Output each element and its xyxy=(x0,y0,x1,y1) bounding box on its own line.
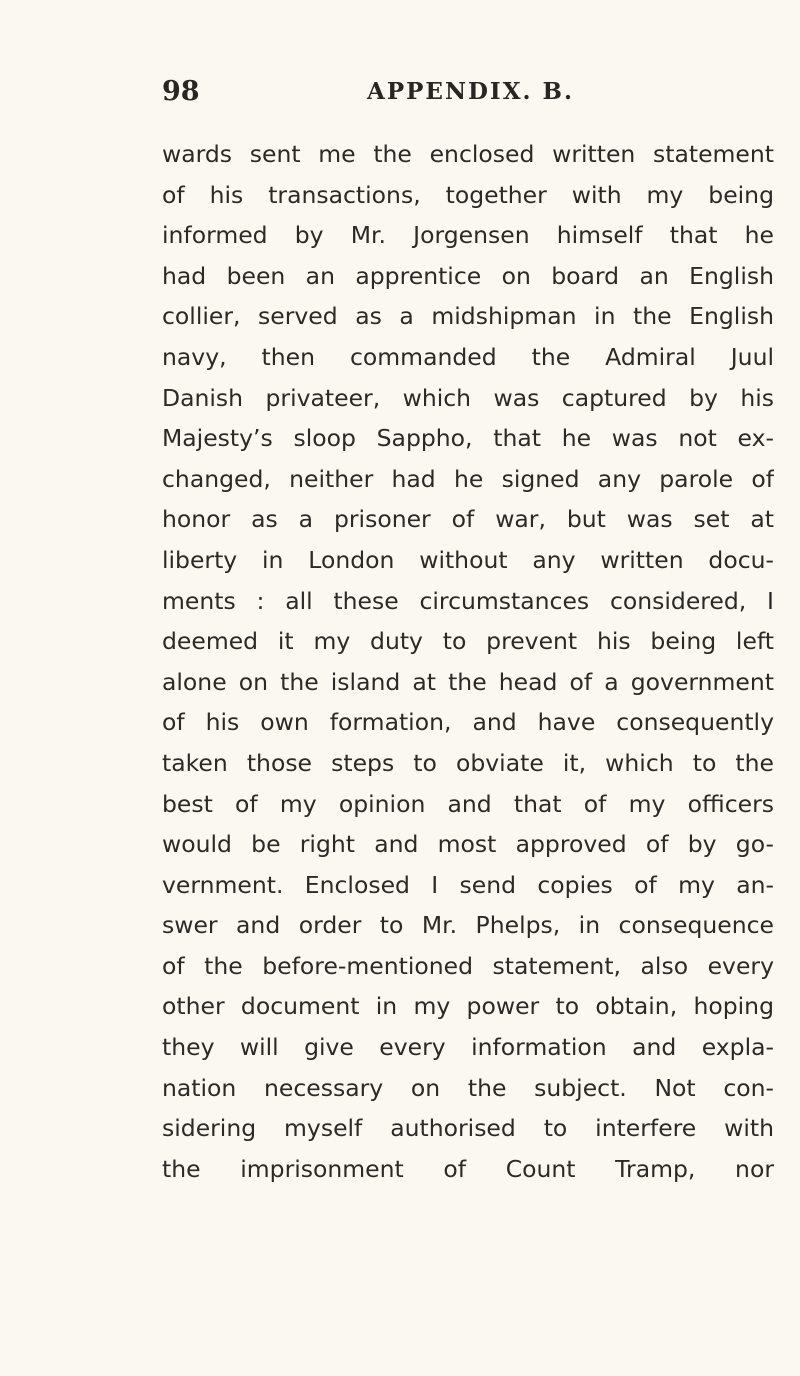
text-line: of his transactions, together with my being xyxy=(162,180,774,209)
text-line: alone on the island at the head of a government xyxy=(162,667,774,696)
text-line: informed by Mr. Jorgensen himself that he xyxy=(162,221,774,250)
text-line: had been an apprentice on board an English xyxy=(162,261,774,290)
text-line: wards sent me the enclosed written statement xyxy=(162,140,774,168)
page-header xyxy=(162,72,774,112)
text-line: swer and order to Mr. Phelps, in consequence xyxy=(162,911,774,940)
page-number: 98 xyxy=(162,76,200,107)
text-line: taken those steps to obviate it, which to the xyxy=(162,748,774,777)
body-text xyxy=(162,134,774,1189)
text-line: collier, served as a midshipman in the English xyxy=(162,302,774,331)
text-line: other document in my power to obtain, hoping xyxy=(162,992,774,1021)
text-line: Danish privateer, which was captured by his xyxy=(162,383,774,412)
text-line: the imprisonment of Count Tramp, nor xyxy=(162,1154,774,1183)
text-line: vernment. Enclosed I send copies of my an- xyxy=(162,870,774,899)
text-line: Majesty’s sloop Sappho, that he was not ex- xyxy=(162,424,774,453)
text-line: best of my opinion and that of my officers xyxy=(162,789,774,818)
running-head: APPENDIX. B. xyxy=(367,78,575,105)
text-line: honor as a prisoner of war, but was set at xyxy=(162,505,774,534)
text-line: navy, then commanded the Admiral Juul xyxy=(162,342,774,371)
text-line: nation necessary on the subject. Not con- xyxy=(162,1073,774,1102)
text-line: would be right and most approved of by go- xyxy=(162,830,774,859)
text-line: liberty in London without any written docu- xyxy=(162,545,774,574)
text-line: they will give every information and expla- xyxy=(162,1033,774,1062)
text-line: of his own formation, and have consequently xyxy=(162,708,774,737)
text-line: changed, neither had he signed any parole of xyxy=(162,464,774,493)
text-line: ments : all these circumstances considered, I xyxy=(162,586,774,615)
text-line: of the before-mentioned statement, also every xyxy=(162,951,774,980)
text-line: sidering myself authorised to interfere with xyxy=(162,1114,774,1143)
text-line: deemed it my duty to prevent his being left xyxy=(162,627,774,656)
